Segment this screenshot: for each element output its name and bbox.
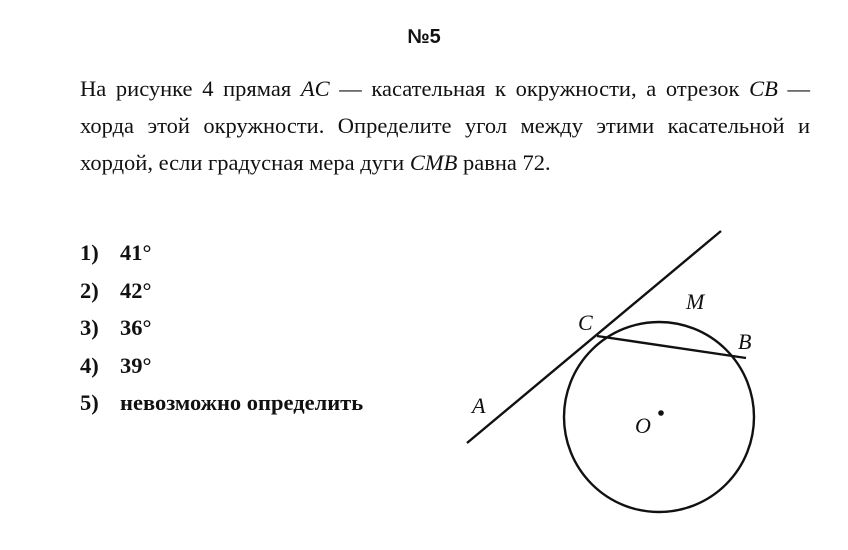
point-label-a: A [472, 393, 486, 418]
point-label-b: B [738, 329, 752, 354]
option-text: 36° [120, 315, 152, 340]
option-number: 2) [80, 277, 99, 303]
center-point [658, 410, 664, 416]
statement-text-1: На рисунке 4 прямая [80, 76, 301, 101]
arc-name-cmb: CMB [409, 150, 458, 175]
statement-text-3: — хорда этой окружности. Определите угол между этими касательной и хордой, если градусная мера дуги [80, 76, 810, 175]
option-text: 39° [120, 352, 152, 378]
option-number: 1) [80, 240, 99, 265]
option-text: 42° [120, 277, 152, 303]
line-name-ac: AC [300, 76, 330, 101]
option-number: 3) [80, 315, 99, 340]
chord-name-cb: CB [749, 76, 778, 101]
point-label-c: C [578, 310, 593, 335]
statement-text-2: — касательная к окружности, а отрезок [329, 76, 750, 101]
point-label-o: O [635, 413, 651, 438]
option-text: невозможно определить [120, 390, 364, 415]
tangent-line-ac [467, 231, 721, 443]
point-label-m: M [686, 289, 705, 314]
statement-text-4: равна 72. [457, 150, 551, 175]
circle [564, 322, 754, 512]
option-text: 41° [120, 240, 152, 265]
option-number: 4) [80, 352, 99, 378]
problem-number: №5 [407, 26, 441, 48]
option-number: 5) [80, 390, 99, 415]
